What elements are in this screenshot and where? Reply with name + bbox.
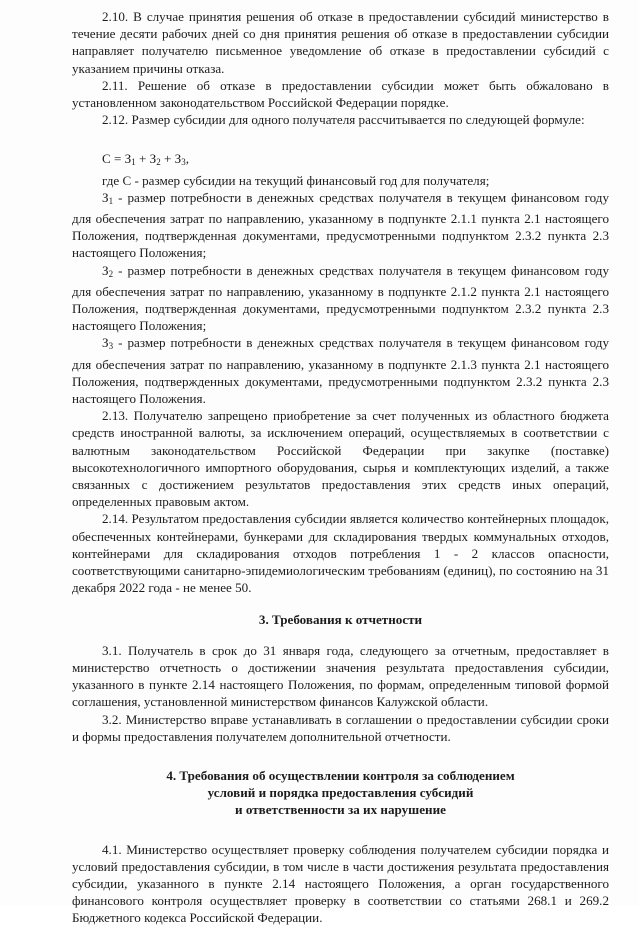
subsidy-formula — [72, 150, 609, 171]
section-3-heading: 3. Требования к отчетности — [258, 611, 423, 627]
formula-sub-1: 1 — [131, 157, 136, 168]
paragraph-2-13: 2.13. Получателю запрещено приобретение за счет полученных из областного бюджета средств иностранной валюты, за исключением операций, осуществляемых в соответствии с валютным законодательством Российской Федерации при закупке (поставке) высокотехнологичного импортного оборудования, сырья и комплектующих изделий, а также связанных с достижением результатов предоставления этих средств иных операций, определенных правовым актом. — [72, 408, 609, 510]
z2-sub: 2 — [108, 268, 114, 279]
z1-text: - размер потребности в денежных средствах получателя в текущем финансовом году для обеспечения затрат по направлению, указанному в подпункте 2.1.1 пункта 2.1 настоящего Положения, подтвержденная документами, предусмотренными подпунктом 2.3.2 пункта 2.3 настоящего Положения; — [72, 189, 609, 261]
section-4-heading-line-2: условий и порядка предоставления субсидий — [207, 785, 474, 801]
paragraph-4-1: 4.1. Министерство осуществляет проверку соблюдения получателем субсидии порядка и условий предоставления субсидии, в том числе в части достижения результата предоставления субсидии, указанного в пункте 2.14 настоящего Положения, а орган государственного финансового контроля осуществляет проверку в соответствии со статьями 268.1 и 269.2 Бюджетного кодекса Российской Федерации. — [72, 841, 609, 926]
formula-z1-definition — [72, 189, 609, 262]
paragraph-2-10: 2.10. В случае принятия решения об отказе в предоставлении субсидий министерство в течение десяти рабочих дней со дня принятия решения об отказе в предоставлении субсидии направляет получателю письменное уведомление об отказе в предоставлении субсидий с указанием причины отказа. — [72, 9, 609, 76]
z3-sub: 3 — [108, 341, 114, 352]
paragraph-2-14: 2.14. Результатом предоставления субсидии является количество контейнерных площадок, обеспеченных контейнерами, бункерами для складирования твердых коммунальных отходов, контейнерами для складирования отходов потребления 1 - 2 классов опасности, соответствующими санитарно-эпидемиологическим требованиям (единиц), по состоянию на 31 декабря 2022 года - не менее 50. — [72, 511, 609, 596]
formula-plus-1: + З — [135, 151, 157, 167]
section-4-heading-line-3: и ответственности за их нарушение — [235, 802, 446, 818]
paragraph-2-12: 2.12. Размер субсидии для одного получателя рассчитывается по следующей формуле: — [102, 112, 585, 128]
paragraph-3-2: 3.2. Министерство вправе устанавливать в соглашении о предоставлении субсидии сроки и формы предоставления получателем дополнительной отчетности. — [72, 711, 609, 744]
formula-z2-definition — [72, 262, 609, 335]
paragraph-2-11: 2.11. Решение об отказе в предоставлении субсидии может быть обжаловано в установленном законодательством Российской Федерации порядке. — [72, 77, 609, 111]
z1-sub: 1 — [108, 195, 114, 206]
z3-text: - размер потребности в денежных средствах получателя в текущем финансовом году для обеспечения затрат по направлению, указанному в подпункте 2.1.3 пункта 2.1 настоящего Положения, подтвержденных документами, предусмотренными подпунктом 2.3.2 пункта 2.3 настоящего Положения. — [72, 335, 609, 407]
formula-end: , — [185, 151, 190, 167]
formula-sub-3: 3 — [181, 157, 186, 168]
formula-lhs: С = З — [102, 151, 132, 167]
z1-label: З — [102, 189, 109, 205]
formula-z3-definition — [72, 334, 609, 407]
paragraph-3-1: 3.1. Получатель в срок до 31 января года, следующего за отчетным, предоставляет в министерство отчетность о достижении значения результата предоставления субсидии, указанного в пункте 2.14 настоящего Положения, по формам, определенным типовой формой соглашения, установленной министерством финансов Калужской области. — [72, 642, 609, 710]
section-4-heading-line-1: 4. Требования об осуществлении контроля за соблюдением — [166, 767, 515, 783]
z3-label: З — [102, 335, 109, 351]
z2-label: З — [102, 262, 109, 278]
formula-plus-2: + З — [160, 151, 182, 167]
z2-text: - размер потребности в денежных средствах получателя в текущем финансовом году для обеспечения затрат по направлению, указанному в подпункте 2.1.2 пункта 2.1 настоящего Положения, подтвержденная документами, предусмотренными подпунктом 2.3.2 пункта 2.3 настоящего Положения; — [72, 262, 609, 334]
formula-where-c: где С - размер субсидии на текущий финансовый год для получателя; — [102, 172, 490, 188]
formula-sub-2: 2 — [156, 157, 161, 168]
